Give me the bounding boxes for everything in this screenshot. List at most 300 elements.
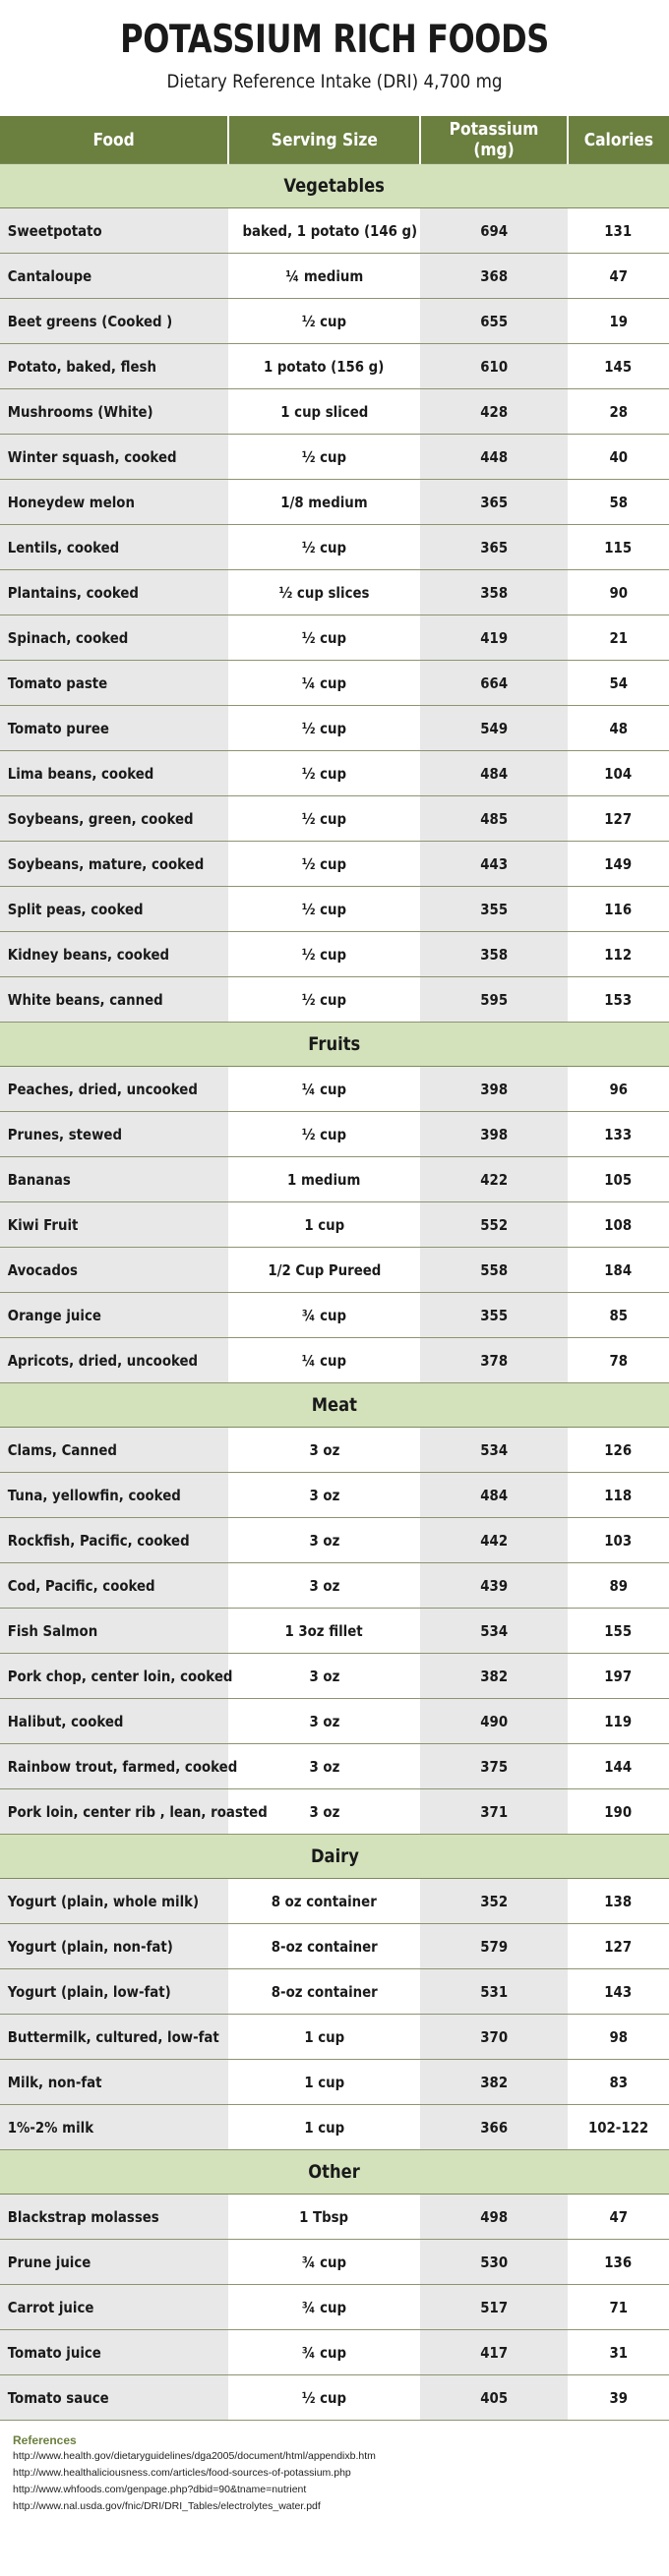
serving-size-cell-text: ½ cup — [301, 854, 347, 873]
food-cell-text: Yogurt (plain, whole milk) — [7, 1892, 200, 1910]
calories-cell-text: 144 — [604, 1757, 633, 1776]
serving-size-cell — [228, 2240, 420, 2285]
calories-cell-text: 104 — [604, 764, 633, 783]
potassium-cell-text: 439 — [480, 1576, 508, 1595]
serving-size-cell — [228, 299, 420, 344]
calories-cell — [568, 2060, 669, 2105]
serving-size-cell-text: 3 oz — [309, 1486, 339, 1504]
food-cell-text: Sweetpotato — [7, 221, 102, 240]
food-cell — [0, 1202, 228, 1248]
serving-size-cell — [228, 1699, 420, 1744]
potassium-cell — [420, 2195, 568, 2240]
food-cell-text: Halibut, cooked — [7, 1712, 124, 1730]
potassium-cell — [420, 751, 568, 796]
serving-size-cell-text: ¾ cup — [301, 2343, 347, 2362]
food-cell-text: Mushrooms (White) — [7, 402, 153, 421]
table-row — [0, 615, 669, 661]
table-row — [0, 435, 669, 480]
calories-cell — [568, 570, 669, 615]
calories-cell-text: 197 — [604, 1667, 633, 1685]
references — [0, 2421, 669, 2515]
potassium-cell-text: 694 — [480, 221, 508, 240]
calories-cell-text: 112 — [604, 945, 633, 964]
potassium-cell — [420, 1699, 568, 1744]
table-row — [0, 344, 669, 389]
food-cell — [0, 1744, 238, 1789]
potassium-cell — [420, 1067, 568, 1112]
table-row — [0, 1563, 669, 1609]
potassium-cell-text: 655 — [480, 312, 508, 330]
table-row — [0, 706, 669, 751]
potassium-cell-text: 398 — [480, 1080, 508, 1098]
serving-size-cell-text: 1 medium — [287, 1170, 361, 1189]
serving-size-cell — [228, 887, 420, 932]
calories-cell-text: 138 — [604, 1892, 633, 1910]
food-cell — [0, 2285, 228, 2330]
calories-cell — [568, 1338, 669, 1383]
potassium-cell-text: 530 — [480, 2253, 508, 2271]
serving-size-cell — [228, 842, 420, 887]
potassium-cell-text: 595 — [480, 990, 508, 1009]
serving-size-cell-text: ½ cup — [301, 2388, 347, 2407]
food-cell — [0, 1654, 233, 1699]
food-cell — [0, 1699, 228, 1744]
calories-cell — [568, 480, 669, 525]
calories-cell — [568, 2240, 669, 2285]
potassium-cell-text: 355 — [480, 1306, 508, 1324]
potassium-cell — [420, 344, 568, 389]
serving-size-cell-text: 3 oz — [309, 1667, 339, 1685]
food-cell-text: Tomato sauce — [7, 2388, 109, 2407]
serving-size-cell — [228, 344, 420, 389]
food-cell-text: Yogurt (plain, low-fat) — [7, 1982, 171, 2001]
food-cell — [0, 525, 228, 570]
serving-size-cell — [228, 1428, 420, 1473]
calories-cell-text: 40 — [609, 447, 628, 466]
serving-size-cell — [228, 1293, 420, 1338]
serving-size-cell-text: ½ cup — [301, 447, 347, 466]
calories-cell — [568, 2330, 669, 2375]
food-cell-text: Clams, Canned — [7, 1440, 117, 1459]
food-cell-text: 1%-2% milk — [7, 2118, 94, 2137]
food-cell-text: Tuna, yellowfin, cooked — [7, 1486, 181, 1504]
table-row — [0, 977, 669, 1023]
food-cell — [0, 2015, 228, 2060]
calories-cell — [568, 842, 669, 887]
calories-cell-text: 71 — [609, 2298, 628, 2316]
food-cell-text: Avocados — [7, 1260, 78, 1279]
food-cell-text: Orange juice — [7, 1306, 101, 1324]
section-row — [0, 164, 669, 208]
potassium-cell-text: 405 — [480, 2388, 508, 2407]
food-cell-text: Tomato puree — [7, 719, 109, 737]
references-list — [13, 2448, 669, 2515]
serving-size-cell-text: 1 cup — [304, 2027, 344, 2046]
serving-size-cell-text: ¼ cup — [301, 1080, 347, 1098]
table-row — [0, 1293, 669, 1338]
potassium-cell-text: 382 — [480, 1667, 508, 1685]
food-cell — [0, 2330, 228, 2375]
calories-cell — [568, 525, 669, 570]
calories-cell — [568, 254, 669, 299]
serving-size-cell — [228, 615, 420, 661]
table-row — [0, 661, 669, 706]
food-cell-text: Kidney beans, cooked — [7, 945, 170, 964]
serving-size-cell-text: ¾ cup — [301, 2298, 347, 2316]
serving-size-cell — [228, 435, 420, 480]
calories-cell-text: 155 — [604, 1621, 633, 1640]
calories-cell-text: 103 — [604, 1531, 633, 1550]
food-cell-text: Kiwi Fruit — [7, 1215, 79, 1234]
serving-size-cell-text: 8-oz container — [271, 1982, 378, 2001]
potassium-cell-text: 485 — [480, 809, 508, 828]
serving-size-cell — [228, 1654, 420, 1699]
serving-size-cell — [228, 751, 420, 796]
food-cell — [0, 1293, 228, 1338]
food-cell — [0, 977, 228, 1023]
serving-size-cell — [228, 2015, 420, 2060]
calories-cell — [568, 435, 669, 480]
food-cell — [0, 480, 228, 525]
potassium-cell — [420, 254, 568, 299]
section-heading-label: Vegetables — [283, 175, 386, 197]
potassium-cell-text: 490 — [480, 1712, 508, 1730]
food-cell-text: Cantaloupe — [7, 266, 92, 285]
potassium-cell-text: 398 — [480, 1125, 508, 1143]
serving-size-cell-text: 1/8 medium — [280, 493, 368, 511]
table-header-row — [0, 116, 669, 164]
calories-cell — [568, 1518, 669, 1563]
serving-size-cell-text: baked, 1 potato (146 g) — [242, 221, 418, 240]
food-cell — [0, 1338, 228, 1383]
calories-cell — [568, 1744, 669, 1789]
table-row — [0, 389, 669, 435]
food-cell — [0, 1067, 228, 1112]
section-row — [0, 1835, 669, 1879]
food-cell-text: Milk, non-fat — [7, 2073, 102, 2091]
calories-cell-text: 54 — [609, 673, 628, 692]
serving-size-cell — [228, 1112, 420, 1157]
potassium-cell — [420, 2330, 568, 2375]
potassium-cell — [420, 525, 568, 570]
calories-cell-text: 131 — [604, 221, 633, 240]
table-row — [0, 525, 669, 570]
serving-size-cell — [228, 1338, 420, 1383]
table-row — [0, 842, 669, 887]
calories-cell-text: 119 — [604, 1712, 633, 1730]
potassium-cell — [420, 299, 568, 344]
serving-size-cell-text: ½ cup — [301, 990, 347, 1009]
serving-size-cell — [228, 1518, 420, 1563]
reference-link[interactable]: http://www.healthaliciousness.com/articles/food-sources-of-potassium.php — [13, 2467, 351, 2479]
food-cell-text: Honeydew melon — [7, 493, 135, 511]
food-cell — [0, 1157, 228, 1202]
potassium-cell — [420, 1428, 568, 1473]
column-header-serving-size — [228, 116, 420, 164]
potassium-cell-text: 549 — [480, 719, 508, 737]
potassium-cell — [420, 977, 568, 1023]
calories-cell-text: 149 — [604, 854, 633, 873]
food-cell-text: Tomato juice — [7, 2343, 101, 2362]
food-cell-text: Buttermilk, cultured, low-fat — [7, 2027, 219, 2046]
section-heading — [0, 1383, 669, 1428]
food-cell — [0, 208, 228, 254]
reference-link[interactable]: http://www.health.gov/dietaryguidelines/dga2005/document/html/appendixb.htm — [13, 2450, 376, 2462]
serving-size-cell — [228, 480, 420, 525]
food-cell — [0, 1789, 268, 1835]
food-cell-text: Winter squash, cooked — [7, 447, 177, 466]
potassium-cell-text: 579 — [480, 1937, 508, 1956]
potassium-cell — [420, 1112, 568, 1157]
calories-cell-text: 31 — [609, 2343, 628, 2362]
calories-cell — [568, 344, 669, 389]
food-cell-text: Lentils, cooked — [7, 538, 120, 556]
potassium-cell — [420, 842, 568, 887]
food-cell-text: Yogurt (plain, non-fat) — [7, 1937, 173, 1956]
potassium-cell-text: 366 — [480, 2118, 508, 2137]
section-heading — [0, 164, 669, 208]
potassium-cell — [420, 1202, 568, 1248]
table-row — [0, 1609, 669, 1654]
calories-cell — [568, 751, 669, 796]
table-row — [0, 751, 669, 796]
table-row — [0, 1202, 669, 1248]
calories-cell — [568, 932, 669, 977]
serving-size-cell — [228, 1202, 420, 1248]
potassium-cell-text: 422 — [480, 1170, 508, 1189]
table-row — [0, 1518, 669, 1563]
calories-cell — [568, 1248, 669, 1293]
potassium-cell-text: 534 — [480, 1440, 508, 1459]
potassium-cell-text: 558 — [480, 1260, 508, 1279]
food-cell-text: Soybeans, green, cooked — [7, 809, 194, 828]
calories-cell-text: 89 — [609, 1576, 628, 1595]
section-row — [0, 2150, 669, 2195]
food-cell — [0, 1248, 228, 1293]
reference-link[interactable]: http://www.nal.usda.gov/fnic/DRI/DRI_Tables/electrolytes_water.pdf — [13, 2500, 321, 2512]
calories-cell-text: 126 — [604, 1440, 633, 1459]
calories-cell — [568, 2015, 669, 2060]
potassium-cell — [420, 435, 568, 480]
column-header-label: Calories — [583, 129, 654, 150]
food-cell-text: White beans, canned — [7, 990, 163, 1009]
table-row — [0, 2375, 669, 2421]
table-row — [0, 1067, 669, 1112]
serving-size-cell — [228, 2330, 420, 2375]
potassium-cell-text: 358 — [480, 583, 508, 602]
calories-cell — [568, 796, 669, 842]
food-cell — [0, 299, 228, 344]
potassium-cell — [420, 887, 568, 932]
serving-size-cell-text: 3 oz — [309, 1576, 339, 1595]
table-body — [0, 164, 669, 2421]
serving-size-cell — [228, 796, 420, 842]
section-heading-label: Other — [308, 2161, 361, 2183]
calories-cell — [568, 1112, 669, 1157]
calories-cell — [568, 299, 669, 344]
potassium-cell — [420, 1879, 568, 1924]
food-cell-text: Soybeans, mature, cooked — [7, 854, 205, 873]
potassium-cell — [420, 1654, 568, 1699]
food-cell-text: Bananas — [7, 1170, 71, 1189]
food-cell — [0, 1473, 228, 1518]
food-cell-text: Potato, baked, flesh — [7, 357, 156, 376]
serving-size-cell-text: 3 oz — [309, 1531, 339, 1550]
potassium-cell — [420, 2015, 568, 2060]
serving-size-cell — [228, 932, 420, 977]
calories-cell-text: 98 — [609, 2027, 628, 2046]
food-cell-text: Carrot juice — [7, 2298, 94, 2316]
calories-cell — [568, 1789, 669, 1835]
serving-size-cell-text: 3 oz — [309, 1440, 339, 1459]
calories-cell-text: 21 — [609, 628, 628, 647]
food-cell-text: Plantains, cooked — [7, 583, 139, 602]
potassium-cell — [420, 570, 568, 615]
serving-size-cell-text: ¼ cup — [301, 1351, 347, 1370]
table-row — [0, 254, 669, 299]
section-heading — [0, 2150, 669, 2195]
table-row — [0, 1248, 669, 1293]
section-heading — [0, 1835, 669, 1879]
serving-size-cell — [228, 570, 420, 615]
serving-size-cell — [228, 389, 420, 435]
column-header-potassium — [420, 116, 568, 164]
potassium-cell — [420, 480, 568, 525]
calories-cell — [568, 2105, 669, 2150]
table-row — [0, 2015, 669, 2060]
table-row — [0, 2195, 669, 2240]
calories-cell-text: 133 — [604, 1125, 633, 1143]
serving-size-cell — [228, 2285, 420, 2330]
serving-size-cell-text: ¾ cup — [301, 1306, 347, 1324]
table-row — [0, 1157, 669, 1202]
calories-cell-text: 47 — [609, 266, 628, 285]
food-cell-text: Tomato paste — [7, 673, 108, 692]
food-cell — [0, 1924, 228, 1969]
section-row — [0, 1023, 669, 1067]
calories-cell-text: 190 — [604, 1802, 633, 1821]
food-cell — [0, 254, 228, 299]
potassium-cell — [420, 661, 568, 706]
calories-cell-text: 184 — [604, 1260, 633, 1279]
column-header-label: Potassium (mg) — [449, 119, 539, 160]
table-row — [0, 2240, 669, 2285]
serving-size-cell-text: ½ cup slices — [278, 583, 370, 602]
serving-size-cell-text: 3 oz — [309, 1712, 339, 1730]
potassium-cell-text: 355 — [480, 900, 508, 918]
calories-cell-text: 85 — [609, 1306, 628, 1324]
food-cell-text: Split peas, cooked — [7, 900, 144, 918]
calories-cell-text: 118 — [604, 1486, 633, 1504]
serving-size-cell — [228, 2060, 420, 2105]
potassium-cell-text: 365 — [480, 493, 508, 511]
calories-cell — [568, 2195, 669, 2240]
table-row — [0, 2330, 669, 2375]
potassium-cell — [420, 1518, 568, 1563]
table-row — [0, 932, 669, 977]
potassium-cell-text: 352 — [480, 1892, 508, 1910]
table-row — [0, 1112, 669, 1157]
section-heading-label: Dairy — [310, 1845, 359, 1867]
potassium-cell — [420, 2375, 568, 2421]
potassium-cell-text: 417 — [480, 2343, 508, 2362]
calories-cell — [568, 1293, 669, 1338]
table-row — [0, 1879, 669, 1924]
serving-size-cell — [228, 254, 420, 299]
food-cell — [0, 751, 228, 796]
food-cell — [0, 932, 228, 977]
potassium-cell — [420, 2060, 568, 2105]
food-cell — [0, 615, 228, 661]
serving-size-cell-text: 3 oz — [309, 1757, 339, 1776]
calories-cell — [568, 1563, 669, 1609]
calories-cell — [568, 887, 669, 932]
calories-cell — [568, 1654, 669, 1699]
table-row — [0, 1338, 669, 1383]
column-header-label: Serving Size — [271, 129, 378, 150]
calories-cell — [568, 977, 669, 1023]
potassium-cell — [420, 2240, 568, 2285]
serving-size-cell — [228, 1473, 420, 1518]
food-cell — [0, 661, 228, 706]
serving-size-cell-text: 8 oz container — [271, 1892, 378, 1910]
calories-cell-text: 145 — [604, 357, 633, 376]
food-cell-text: Beet greens (Cooked ) — [7, 312, 173, 330]
serving-size-cell-text: ½ cup — [301, 628, 347, 647]
serving-size-cell-text: ½ cup — [301, 809, 347, 828]
calories-cell — [568, 2375, 669, 2421]
food-cell — [0, 2105, 228, 2150]
serving-size-cell-text: 1 cup — [304, 1215, 344, 1234]
calories-cell — [568, 1969, 669, 2015]
calories-cell — [568, 2285, 669, 2330]
food-cell — [0, 435, 228, 480]
potassium-cell — [420, 2105, 568, 2150]
serving-size-cell — [228, 1157, 420, 1202]
potassium-cell-text: 552 — [480, 1215, 508, 1234]
page-title: POTASSIUM RICH FOODS — [120, 18, 549, 62]
calories-cell-text: 90 — [609, 583, 628, 602]
potassium-cell — [420, 796, 568, 842]
table-row — [0, 2105, 669, 2150]
potassium-cell — [420, 706, 568, 751]
food-cell — [0, 796, 228, 842]
serving-size-cell-text: ¼ medium — [285, 266, 363, 285]
reference-link[interactable]: http://www.whfoods.com/genpage.php?dbid=90&tname=nutrient — [13, 2484, 307, 2495]
calories-cell-text: 136 — [604, 2253, 633, 2271]
serving-size-cell-text: ½ cup — [301, 312, 347, 330]
serving-size-cell-text: 8-oz container — [271, 1937, 378, 1956]
potassium-cell — [420, 1473, 568, 1518]
page-header — [0, 0, 669, 116]
column-header-label: Food — [92, 129, 135, 150]
potassium-cell — [420, 389, 568, 435]
serving-size-cell — [228, 525, 420, 570]
serving-size-cell-text: 1 3oz fillet — [284, 1621, 364, 1640]
calories-cell-text: 116 — [604, 900, 633, 918]
calories-cell — [568, 389, 669, 435]
potassium-cell-text: 517 — [480, 2298, 508, 2316]
potassium-cell-text: 419 — [480, 628, 508, 647]
serving-size-cell-text: 1 potato (156 g) — [264, 357, 385, 376]
column-header-food — [0, 116, 228, 164]
table-row — [0, 480, 669, 525]
calories-cell-text: 127 — [604, 809, 633, 828]
references-title: References — [13, 2433, 77, 2447]
food-cell — [0, 1879, 228, 1924]
calories-cell — [568, 1157, 669, 1202]
potassium-cell — [420, 1157, 568, 1202]
